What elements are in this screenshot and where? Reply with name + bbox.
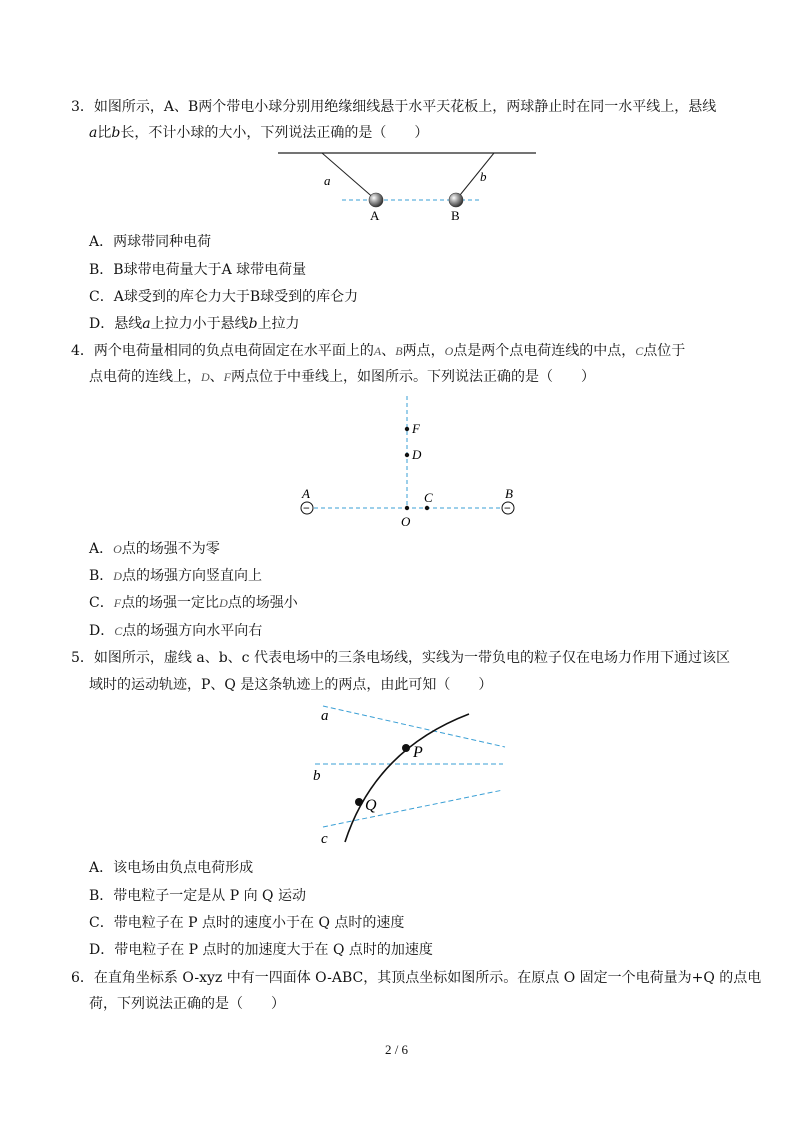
q4-label-C: C bbox=[424, 490, 433, 505]
q3-stem-line2: a比b长，不计小球的大小，下列说法正确的是（ ） bbox=[89, 125, 429, 141]
q5-point-Q bbox=[355, 798, 363, 806]
q4-label-B: B bbox=[505, 486, 513, 501]
q3-option-C: C．A球受到的库仑力大于B球受到的库仑力 bbox=[89, 289, 359, 305]
q4-label-D: D bbox=[412, 447, 422, 462]
q3-figure bbox=[270, 145, 550, 225]
q3-label-A: A bbox=[370, 208, 380, 223]
q5-field-line-a bbox=[323, 706, 505, 747]
q5-option-B: B．带电粒子一定是从 P 向 Q 运动 bbox=[89, 888, 306, 904]
q5-option-A: A．该电场由负点电荷形成 bbox=[89, 860, 254, 876]
q4-point-O bbox=[405, 506, 409, 510]
q6-stem-line1: 6．在直角坐标系 O-xyz 中有一四面体 O-ABC，其顶点坐标如图所示。在原点 O 固定一个电荷量为+Q 的点电 bbox=[71, 970, 762, 986]
q4-option-C: C．F点的场强一定比D点的场强小 bbox=[89, 595, 298, 611]
q3-label-a: a bbox=[324, 173, 331, 188]
q5-stem-line1: 5．如图所示，虚线 a、b、c 代表电场中的三条电场线，实线为一带负电的粒子仅在电场力作用下通过该区 bbox=[71, 650, 730, 666]
q5-field-line-c bbox=[323, 790, 503, 827]
q4-figure bbox=[290, 392, 530, 532]
q4-label-A: A bbox=[302, 486, 310, 501]
q5-label-Q: Q bbox=[365, 797, 377, 814]
q5-option-D: D．带电粒子在 P 点时的加速度大于在 Q 点时的加速度 bbox=[89, 942, 433, 958]
q4-stem-line2: 点电荷的连线上，D、F两点位于中垂线上，如图所示。下列说法正确的是（ ） bbox=[89, 369, 596, 385]
q4-label-O: O bbox=[401, 514, 411, 529]
q5-figure bbox=[305, 700, 515, 850]
q5-point-P bbox=[402, 744, 410, 752]
q4-point-F bbox=[405, 427, 409, 431]
q5-label-b: b bbox=[313, 768, 321, 784]
q4-charge-B-sign: − bbox=[504, 501, 511, 515]
q4-option-D: D．C点的场强方向水平向右 bbox=[89, 623, 263, 639]
q6-stem-line2: 荷，下列说法正确的是（ ） bbox=[89, 996, 285, 1012]
q5-label-a: a bbox=[321, 708, 329, 724]
q3-ball-B bbox=[449, 193, 463, 207]
q5-stem-line2: 域时的运动轨迹，P、Q 是这条轨迹上的两点，由此可知（ ） bbox=[89, 677, 493, 693]
q3-option-D: D．悬线a上拉力小于悬线b上拉力 bbox=[89, 316, 300, 332]
q4-stem-line1: 4．两个电荷量相同的负点电荷固定在水平面上的A、B两点，O点是两个点电荷连线的中点，C点位于 bbox=[71, 343, 686, 359]
q4-option-A: A．O点的场强不为零 bbox=[89, 541, 220, 557]
q3-thread-b bbox=[456, 153, 494, 200]
q4-point-D bbox=[405, 453, 409, 457]
q5-label-c: c bbox=[321, 831, 328, 847]
q5-label-P: P bbox=[413, 744, 423, 761]
q3-option-B: B．B球带电荷量大于A 球带电荷量 bbox=[89, 262, 307, 278]
q4-label-F: F bbox=[412, 421, 420, 436]
q4-charge-A-sign: − bbox=[303, 501, 310, 515]
q3-option-A: A．两球带同种电荷 bbox=[89, 234, 212, 250]
page-number: 2 / 6 bbox=[384, 1042, 409, 1057]
q3-var-a: a bbox=[89, 125, 98, 141]
q3-label-b: b bbox=[480, 169, 487, 184]
q3-stem-line1: 3．如图所示，A、B两个带电小球分别用绝缘细线悬于水平天花板上，两球静止时在同一水平线上，悬线 bbox=[71, 99, 717, 115]
q4-option-B: B．D点的场强方向竖直向上 bbox=[89, 568, 262, 584]
q5-trajectory bbox=[345, 714, 469, 842]
q5-option-C: C．带电粒子在 P 点时的速度小于在 Q 点时的速度 bbox=[89, 915, 405, 931]
q4-point-C bbox=[425, 506, 429, 510]
q3-ball-A bbox=[369, 193, 383, 207]
q3-label-B: B bbox=[451, 208, 460, 223]
q3-var-b: b bbox=[111, 125, 121, 141]
